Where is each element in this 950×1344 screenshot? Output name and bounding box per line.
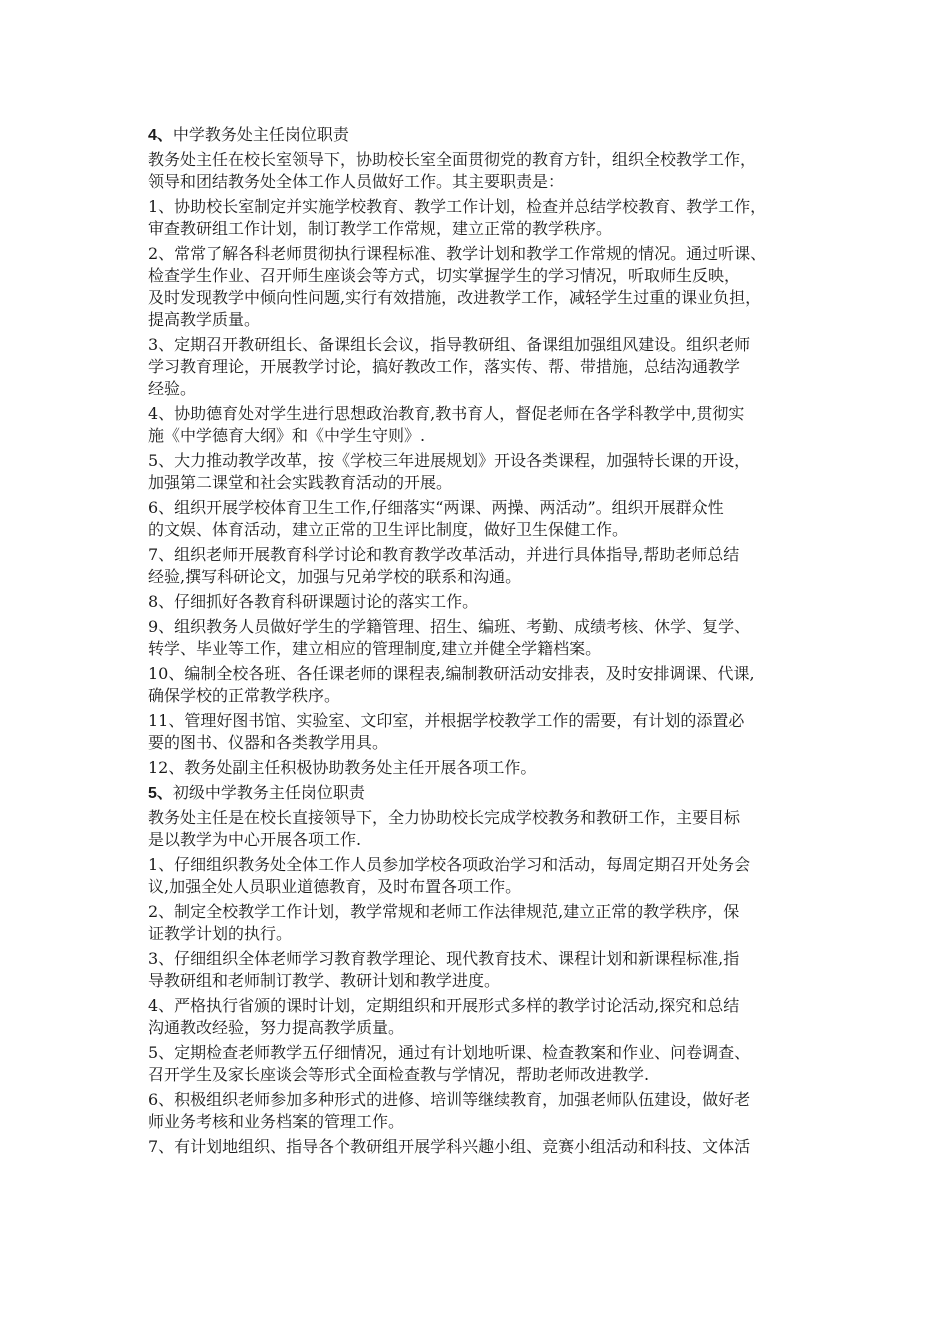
text-line: 审查教研组工作计划，制订教学工作常规，建立正常的教学秩序。 [148,219,613,238]
text-line: 3、定期召开教研组长、备课组长会议，指导教研组、备课组加强组风建设。组织老师 [148,335,751,354]
text-line: 9、组织教务人员做好学生的学籍管理、招生、编班、考勤、成绩考核、休学、复学、 [148,617,751,636]
text-line: 1、仔细组织教务处全体工作人员参加学校各项政治学习和活动，每周定期召开处务会 [148,855,751,874]
text-line: 8、仔细抓好各教育科研课题讨论的落实工作。 [148,592,479,611]
text-line: 检查学生作业、召开师生座谈会等方式，切实掌握学生的学习情况，听取师生反映， [148,266,741,285]
section-heading-number: 5、 [148,785,173,802]
text-line: 2、常常了解各科老师贯彻执行课程标准、教学计划和教学工作常规的情况。通过听课、 [148,244,767,263]
text-line: 6、组织开展学校体育卫生工作,仔细落实“两课、两操、两活动”。组织开展群众性 [148,498,724,517]
text-line: 沟通教改经验，努力提高教学质量。 [148,1018,405,1037]
text-line: 5、大力推动教学改革，按《学校三年进展规划》开设各类课程，加强特长课的开设， [148,451,751,470]
section-heading-text: 初级中学教务主任岗位职责 [172,783,365,802]
text-line: 3、仔细组织全体老师学习教育教学理论、现代教育技术、课程计划和新课程标准,指 [148,949,740,968]
text-line: 要的图书、仪器和各类教学用具。 [148,733,389,752]
text-line: 是以教学为中心开展各项工作. [148,830,362,849]
text-line: 议,加强全处人员职业道德教育，及时布置各项工作。 [148,877,522,896]
text-line: 转学、毕业等工作，建立相应的管理制度,建立并健全学籍档案。 [148,639,602,658]
text-line: 加强第二课堂和社会实践教育活动的开展。 [148,473,453,492]
text-line: 5、定期检查老师教学五仔细情况，通过有计划地听课、检查教案和作业、问卷调查、 [148,1043,751,1062]
text-line: 召开学生及家长座谈会等形式全面检查教与学情况，帮助老师改进教学. [148,1065,650,1084]
text-line: 教务处主任在校长室领导下，协助校长室全面贯彻党的教育方针，组织全校教学工作， [148,150,757,169]
section-heading-number: 4、 [148,127,173,144]
text-line: 经验。 [148,379,197,398]
document-body [148,124,828,1158]
text-line: 的文娱、体育活动，建立正常的卫生评比制度，做好卫生保健工作。 [148,520,629,539]
text-line: 4、严格执行省颁的课时计划，定期组织和开展形式多样的教学讨论活动,探究和总结 [148,996,740,1015]
text-line: 教务处主任是在校长直接领导下，全力协助校长完成学校教务和教研工作，主要目标 [148,808,741,827]
text-line: 2、制定全校教学工作计划，教学常规和老师工作法律规范,建立正常的教学秩序，保 [148,902,740,921]
text-line: 证教学计划的执行。 [148,924,293,943]
text-line: 12、教务处副主任积极协助教务处主任开展各项工作。 [148,758,537,777]
text-line: 及时发现教学中倾向性问题,实行有效措施，改进教学工作，减轻学生过重的课业负担， [148,288,762,307]
section-heading [148,782,828,804]
section-heading [148,124,828,146]
section-heading-text: 中学教务处主任岗位职责 [172,125,349,144]
text-line: 确保学校的正常教学秩序。 [148,686,341,705]
text-line: 学习教育理论，开展教学讨论，搞好教改工作，落实传、帮、带措施，总结沟通教学 [148,357,741,376]
text-line: 施《中学德育大纲》和《中学生守则》. [148,426,426,445]
text-line: 7、组织老师开展教育科学讨论和教育教学改革活动，并进行具体指导,帮助老师总结 [148,545,740,564]
text-line: 提高教学质量。 [148,310,261,329]
text-line: 1、协助校长室制定并实施学校教育、教学工作计划，检查并总结学校教育、教学工作， [148,197,767,216]
text-line: 经验,撰写科研论文，加强与兄弟学校的联系和沟通。 [148,567,522,586]
text-line: 6、积极组织老师参加多种形式的进修、培训等继续教育，加强老师队伍建设，做好老 [148,1090,751,1109]
text-line: 7、有计划地组织、指导各个教研组开展学科兴趣小组、竞赛小组活动和科技、文体活 [148,1137,751,1156]
text-line: 导教研组和老师制订教学、教研计划和教学进度。 [148,971,501,990]
text-line: 师业务考核和业务档案的管理工作。 [148,1112,405,1131]
text-line: 4、协助德育处对学生进行思想政治教育,教书育人，督促老师在各学科教学中,贯彻实 [148,404,745,423]
text-line: 10、编制全校各班、各任课老师的课程表,编制教研活动安排表，及时安排调课、代课, [148,664,755,683]
text-line: 领导和团结教务处全体工作人员做好工作。其主要职责是： [148,172,565,191]
text-line: 11、管理好图书馆、实验室、文印室，并根据学校教学工作的需要，有计划的添置必 [148,711,745,730]
